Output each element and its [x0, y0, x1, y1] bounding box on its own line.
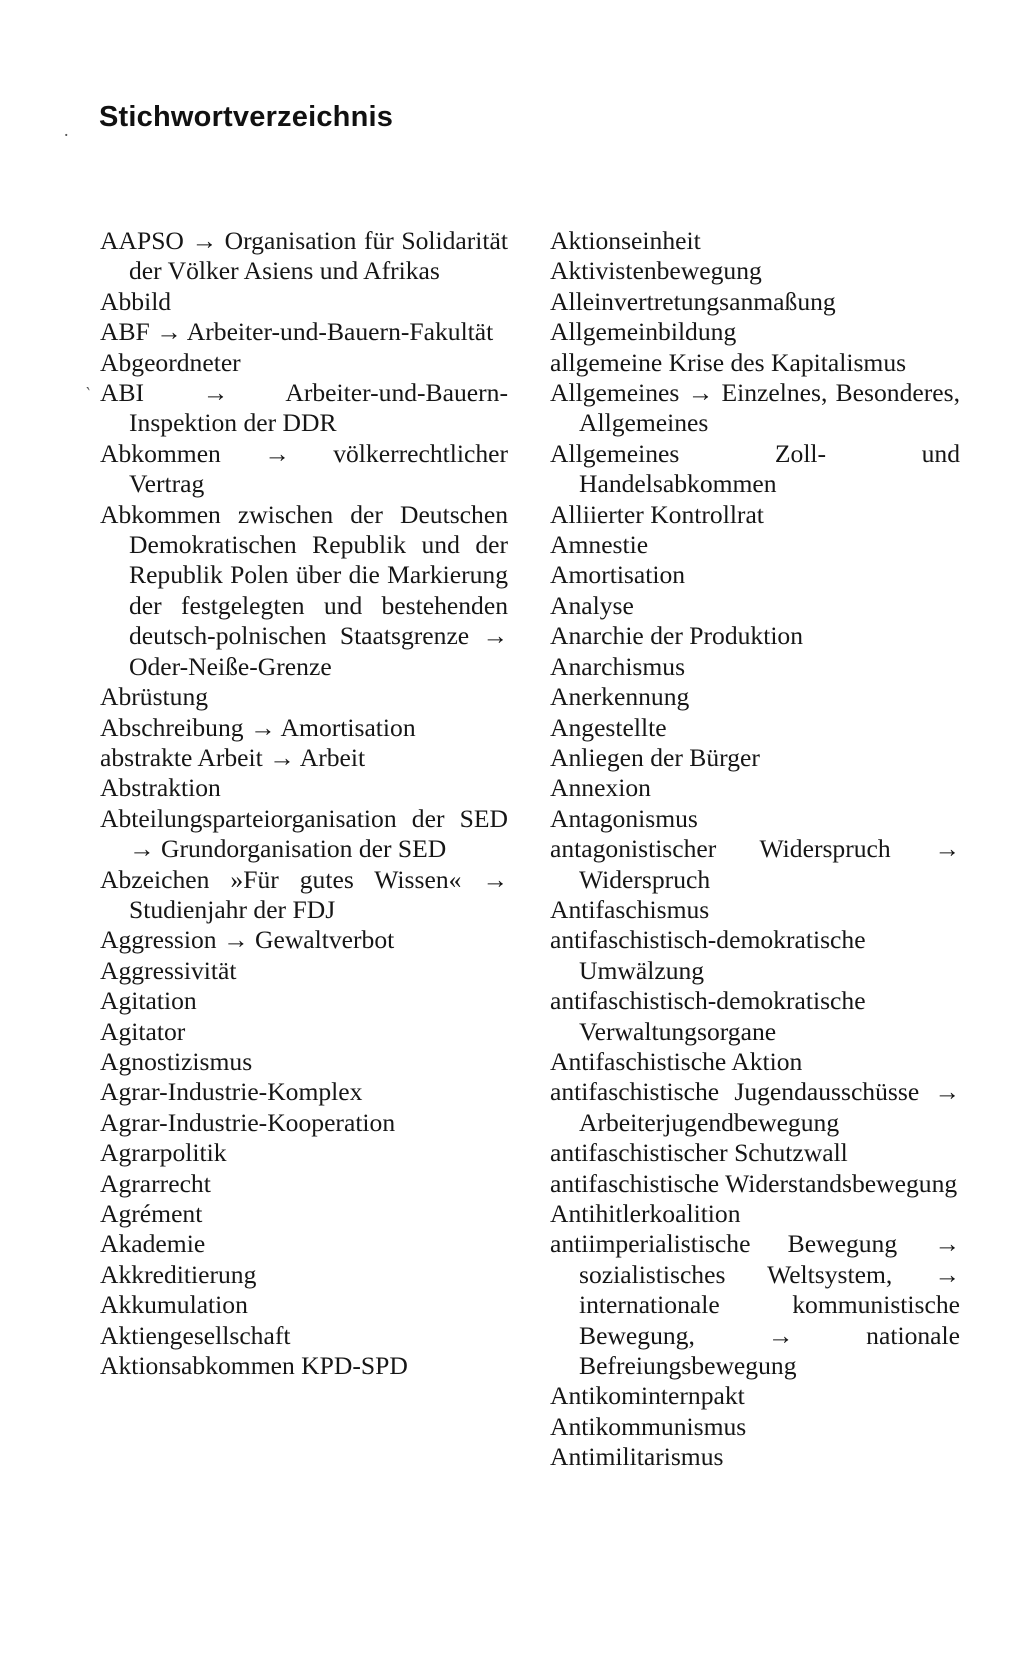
- index-entry: ABI → Arbeiter-und-Bauern-Inspektion der DDR: [100, 378, 508, 438]
- index-entry: Aktivistenbewegung: [550, 256, 762, 286]
- index-entry: Alliierter Kontrollrat: [550, 499, 764, 529]
- index-entry: Agrar-Industrie-Komplex: [100, 1077, 363, 1107]
- index-entry: Abteilungsparteiorganisation der SED → Grundorganisation der SED: [100, 803, 508, 864]
- index-entry: Abbild: [100, 286, 172, 316]
- index-entry: Annexion: [550, 773, 651, 803]
- index-entry: Akademie: [100, 1229, 206, 1259]
- index-entry: Abkommen → völkerrechtlicher Vertrag: [100, 438, 508, 499]
- index-entry: Aktionsabkommen KPD-SPD: [100, 1351, 408, 1381]
- index-entry: AAPSO → Organisation für Solidarität der Völker Asiens und Afrikas: [100, 226, 508, 286]
- index-entry: Abstraktion: [100, 773, 221, 803]
- index-entry: Akkumulation: [100, 1290, 248, 1320]
- index-entry: Agrarpolitik: [100, 1138, 227, 1168]
- index-entry: antifaschistischer Schutzwall: [550, 1138, 848, 1168]
- index-entry: Antifaschistische Aktion: [550, 1046, 803, 1076]
- index-entry: Allgemeinbildung: [550, 317, 737, 347]
- index-entry: Antikommunismus: [550, 1411, 747, 1441]
- index-entry: abstrakte Arbeit → Arbeit: [100, 742, 366, 772]
- index-entry: Agitation: [100, 986, 197, 1016]
- index-entry: Anarchie der Produktion: [550, 621, 804, 651]
- index-entry: antifaschistisch-demokratische Verwaltungsorgane: [550, 986, 866, 1046]
- index-entry: Antagonismus: [550, 803, 698, 833]
- index-entry: Anerkennung: [550, 682, 690, 712]
- index-entry: Abkommen zwischen der Deutschen Demokratischen Republik und der Republik Polen über die Markierung der festgelegten und bestehenden deutsch-polnischen Staatsgrenze → Oder-Neiße-Grenze: [100, 499, 508, 681]
- index-entry: Agrar-Industrie-Kooperation: [100, 1107, 396, 1137]
- index-entry: Alleinvertretungsanmaßung: [550, 286, 836, 316]
- index-column-right: [550, 226, 960, 1473]
- index-entry: Allgemeines → Einzelnes, Besonderes, Allgemeines: [550, 378, 960, 438]
- index-entry: Abschreibung → Amortisation: [100, 712, 416, 742]
- index-entry: Anarchismus: [550, 651, 686, 681]
- index-entry: Allgemeines Zoll- und Handelsabkommen: [550, 438, 960, 499]
- index-entry: Abzeichen »Für gutes Wissen« → Studienjahr der FDJ: [100, 864, 508, 924]
- index-entry: Aktionseinheit: [550, 226, 701, 255]
- index-entry: antagonistischer Widerspruch → Widerspruch: [550, 834, 960, 894]
- index-entry: Antimilitarismus: [550, 1442, 724, 1472]
- index-entry: Akkreditierung: [100, 1259, 257, 1289]
- index-entry: Amortisation: [550, 560, 686, 590]
- index-entry: ABF → Arbeiter-und-Bauern-Fakultät: [100, 317, 494, 347]
- index-entry: antifaschistisch-demokratische Umwälzung: [550, 925, 866, 985]
- index-entry: Agnostizismus: [100, 1046, 253, 1076]
- index-entry: Abrüstung: [100, 682, 209, 712]
- index-entry: Agrément: [100, 1199, 203, 1228]
- index-entry: Aggressivität: [100, 955, 237, 985]
- index-entry: Anliegen der Bürger: [550, 742, 760, 772]
- index-entry: Analyse: [550, 590, 634, 620]
- margin-mark: ‵: [86, 384, 91, 404]
- index-entry: Aggression → Gewaltverbot: [100, 925, 395, 955]
- index-entry: Antifaschismus: [550, 894, 710, 924]
- index-entry: antifaschistische Widerstandsbewegung: [550, 1168, 958, 1198]
- index-entry: Angestellte: [550, 712, 667, 742]
- index-entry: allgemeine Krise des Kapitalismus: [550, 347, 907, 377]
- index-entry: Aktiengesellschaft: [100, 1320, 291, 1350]
- index-entry: antifaschistische Jugendausschüsse → Arbeiterjugendbewegung: [550, 1077, 960, 1137]
- index-entry: Antikominternpakt: [550, 1381, 745, 1411]
- index-entry: Agrarrecht: [100, 1168, 211, 1198]
- index-entry: antiimperialistische Bewegung → sozialistisches Weltsystem, → internationale kommunistische Bewegung, → nationale Befreiungsbewegung: [550, 1229, 960, 1381]
- index-entry: Agitator: [100, 1016, 186, 1046]
- index-entry: Abgeordneter: [100, 347, 241, 377]
- page-title: Stichwortverzeichnis: [99, 101, 394, 133]
- index-entry: Amnestie: [550, 530, 649, 560]
- index-entry: Antihitlerkoalition: [550, 1199, 741, 1228]
- margin-mark: .: [64, 120, 69, 140]
- index-column-left: [100, 226, 508, 1381]
